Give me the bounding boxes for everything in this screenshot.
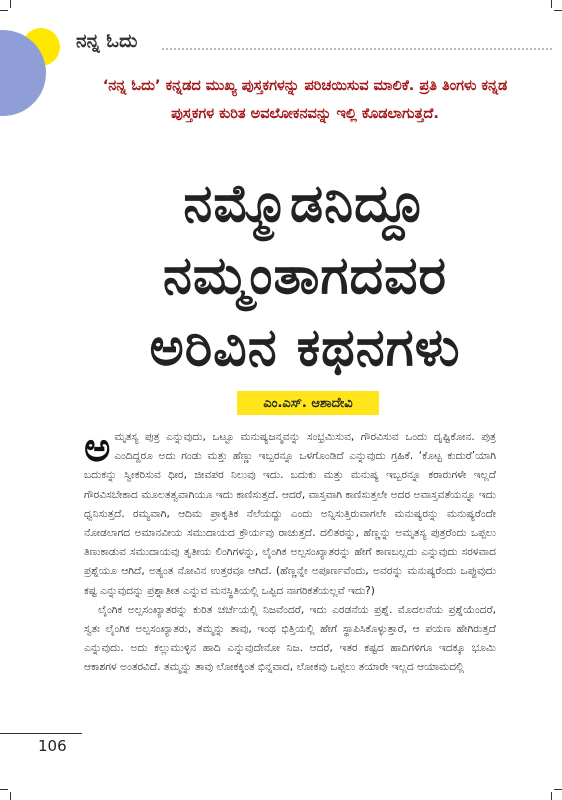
column-intro: ‘ನನ್ನ ಓದು’ ಕನ್ನಡದ ಮುಖ್ಯ ಪುಸ್ತಕಗಳನ್ನು ಪರಿಚಯಿಸುವ ಮಾಲಿಕೆ. ಪ್ರತಿ ತಿಂಗಳು ಕನ್ನಡ ಪುಸ್ತಕಗಳ ಕುರಿತ ಅವಲೋಕನವನ್ನು ಇಲ್ಲಿ ಕೊಡಲಾಗುತ್ತದೆ. [102,78,508,122]
author-byline [237,391,379,415]
header-dotted-rule [162,48,552,50]
article-headline [70,168,540,384]
section-title: ನನ್ನ ಓದು [76,30,138,52]
crop-mark-top-left-h [0,10,8,11]
headline-line-1: ನಮ್ಮೊಡನಿದ್ದೂ [183,174,427,234]
crop-mark-top-right-v [551,0,552,8]
body-paragraph-2: ಲೈಂಗಿಕ ಅಲ್ಪಸಂಖ್ಯಾತರನ್ನು ಕುರಿತ ಚರ್ಚೆಯಲ್ಲಿ ನಿಜವೆಂದರೆ, ಇದು ಎರಡನೆಯ ಪ್ರಶ್ನೆ. ಮೊದಲನೆಯ ಪ್ರಶ್ನೆಯೆಂದರೆ, ಸ್ವತಃ ಲೈಂಗಿಕ ಅಲ್ಪಸಂಖ್ಯಾತರು, ತಮ್ಮನ್ನು ತಾವು, ಇಂಥ ಭಿತ್ತಿಯಲ್ಲಿ ಹೇಗೆ ಸ್ಥಾಪಿಸಿಕೊಳ್ಳುತ್ತಾರೆ, ಆ ಪಯಣ ಹೇಗಿರುತ್ತದೆ ಎನ್ನುವುದು. ಅದು ಕಲ್ಲುಮುಳ್ಳಿನ ಹಾದಿ ಎನ್ನುವುದೇನೋ ನಿಜ. ಆದರೆ, ಇತರ ಕಷ್ಟದ ಹಾದಿಗಳಿಗೂ ಇದಕ್ಕೂ ಭೂಮಿ ಆಕಾಶಗಳ ಅಂತರವಿದೆ. ತಮ್ಮನ್ನು ತಾವು ಲೋಕಕ್ಕಿಂತ ಭಿನ್ನವಾದ, ಲೋಕವು ಒಪ್ಪಲು ತಯಾರೇ ಇಲ್ಲದ ಆಯಾಮದಲ್ಲಿ [84,603,496,674]
footer-rule [0,733,82,734]
body-paragraph-1 [84,425,496,601]
article-body [84,425,496,678]
drop-cap: ಅ [84,425,111,471]
crop-mark-bottom-left-h [0,789,8,790]
crop-mark-bottom-right-v [551,792,552,800]
crop-mark-bottom-right-h [554,789,562,790]
crop-mark-bottom-left-v [10,792,11,800]
page-number: 106 [38,737,67,755]
headline-line-3: ಅರಿವಿನ ಕಥನಗಳು [149,318,461,378]
crop-mark-top-right-h [554,10,562,11]
crop-mark-top-left-v [10,0,11,8]
body-paragraph-1-text: ಮೃತಸ್ಯ ಪುತ್ರ ಎನ್ನುವುದು, ಒಟ್ಟೂ ಮನುಷ್ಯಜನ್ಮವನ್ನು ಸಂಭ್ರಮಿಸುವ, ಗೌರವಿಸುವ ಒಂದು ದೃಷ್ಟಿಕೋನ. ಪುತ್ರ ಎಂದಿದ್ದರೂ ಅದು ಗಂಡು ಮತ್ತು ಹೆಣ್ಣು ಇಬ್ಬರನ್ನೂ ಒಳಗೊಂಡಿದೆ ಎನ್ನುವುದು ಗ್ರಹಿಕೆ. ‘ಕೊಟ್ಟ ಕುದುರೆ’ಯಾಗಿ ಬದುಕನ್ನು ಸ್ವೀಕರಿಸುವ ಧೀರ, ಜೀವಪರ ನಿಲುವು ಇದು. ಬದುಕು ಮತ್ತು ಮನುಷ್ಯ ಇಬ್ಬರನ್ನೂ ಕರಾರುಗಳೇ ಇಲ್ಲದೆ ಗೌರವಿಸಬೇಕಾದ ಮೂಲತತ್ವವಾಗಿಯೂ ಇದು ಕಾಣಿಸುತ್ತದೆ. ಆದರೆ, ವಾಸ್ತವಾಗಿ ಕಾಣಿಸುತ್ತಲೇ ಅದರ ಅವಾಸ್ತವತೆಯನ್ನೂ ಇದು ಧ್ವನಿಸುತ್ತದೆ. ರಮ್ಯವಾಗಿ, ಆದಿಮ ಪ್ರಾಕೃತಿಕ ನೆಲೆಯದ್ದು ಎಂದು ಅನ್ನಿಸುತ್ತಿರುವಾಗಲೇ ಮನುಷ್ಯರನ್ನು ಮನುಷ್ಯರೆಂದೇ ನೋಡಲಾಗದ ಅಮಾನವೀಯ ಸಮುದಾಯದ ಕ್ರೌರ್ಯವು ರಾಚುತ್ತದೆ. ದಲಿತರನ್ನು, ಹೆಣ್ಣನ್ನು ಅಮೃತಸ್ಯ ಪುತ್ರರೆಂದು ಒಪ್ಪಲು ತಿಣುಕಾಡುವ ಸಮುದಾಯವು ತೃತೀಯ ಲಿಂಗಿಗಳನ್ನು, ಲೈಂಗಿಕ ಅಲ್ಪಸಂಖ್ಯಾತರನ್ನು ಹೇಗೆ ಕಾಣಬಲ್ಲದು ಎನ್ನುವುದು ಸರಳವಾದ ಪ್ರಶ್ನೆಯೂ ಆಗಿದೆ, ಅತ್ಯಂತ ನೋವಿನ ಉತ್ತರವೂ ಆಗಿದೆ. (ಹೆಣ್ಣನ್ನೇ ಅಪೂರ್ಣವೆಂದು, ಅವರನ್ನು ಮನುಷ್ಯರೆಂದು ಒಪ್ಪುವುದು ಕಷ್ಟ ಎನ್ನುವುದನ್ನು ಪ್ರಶ್ನಾತೀತ ಎನ್ನುವ ಮನಸ್ಥಿತಿಯಲ್ಲಿ ಒಪ್ಪಿದ ನಾಗರಿಕತೆಯಲ್ಲವೆ ಇದು?) [84,431,496,597]
author-name: ಎಂ.ಎಸ್. ಆಶಾದೇವಿ [263,395,353,411]
headline-line-2: ನಮ್ಮಂತಾಗದವರ [162,246,447,306]
